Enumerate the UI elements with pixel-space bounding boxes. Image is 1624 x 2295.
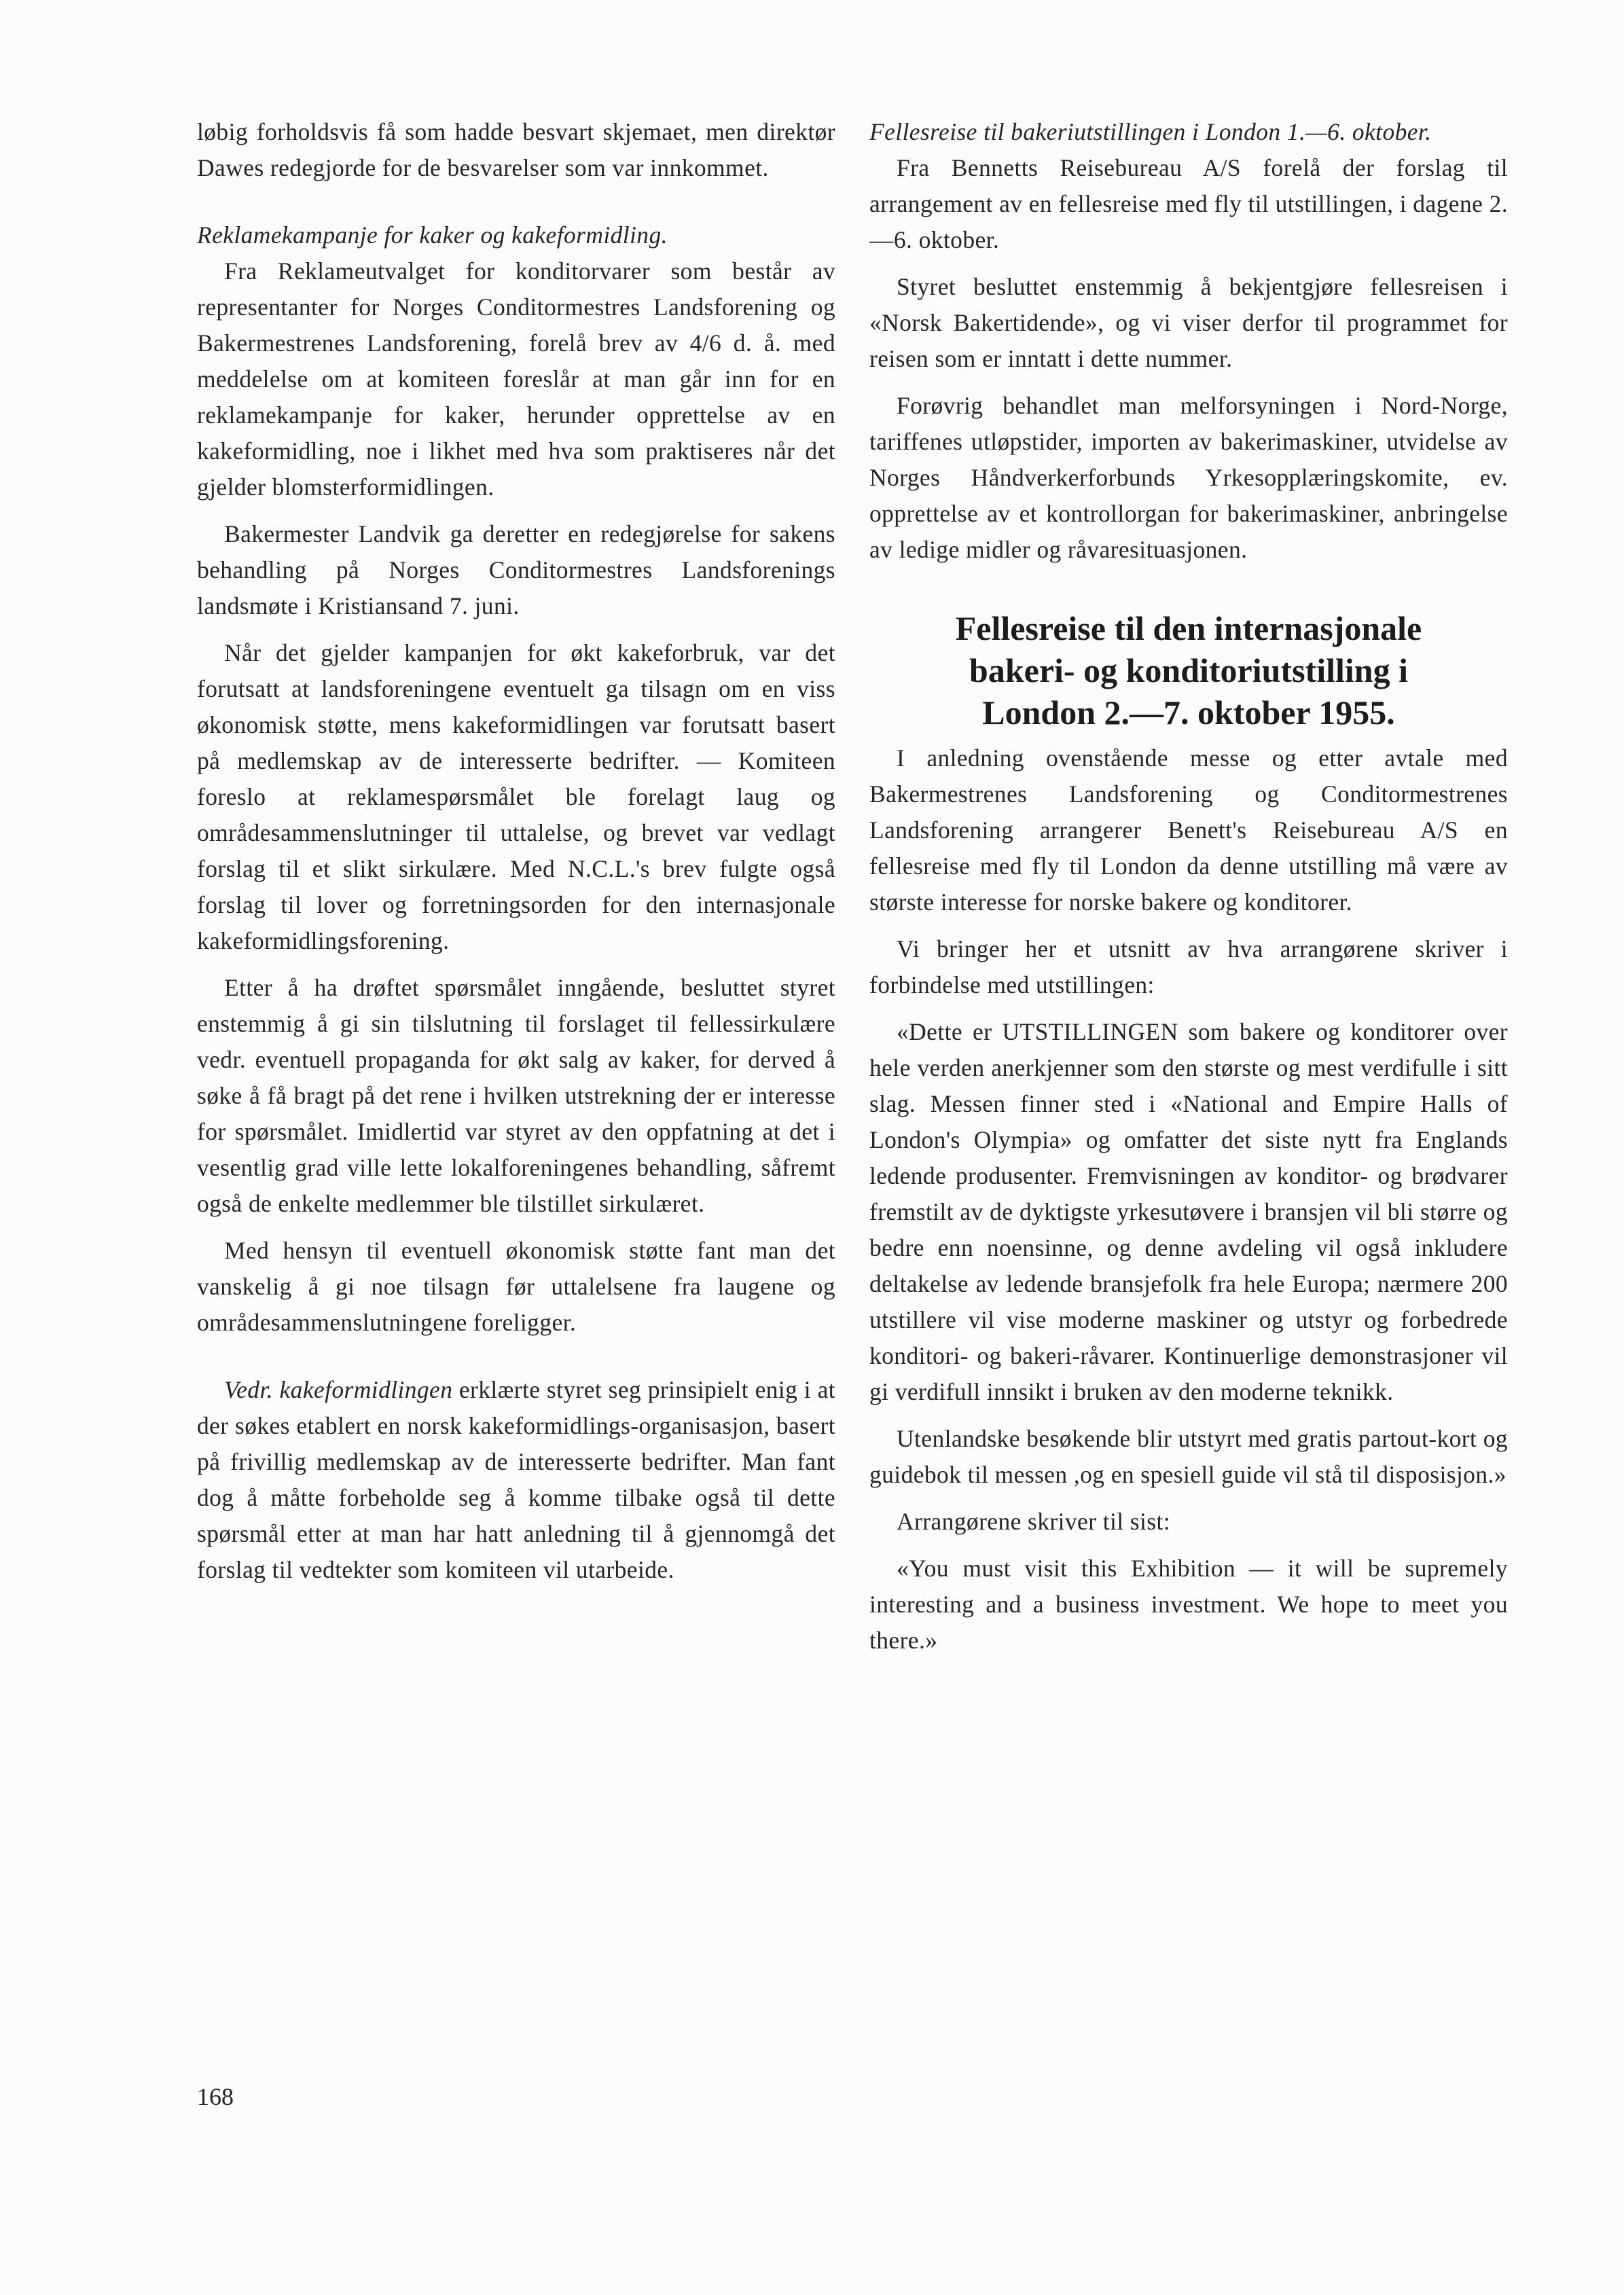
quote-paragraph: «You must visit this Exhibition — it will be supremely interesting and a business investment. We hope to meet you there.» [869,1555,1508,1654]
paragraph: løbig forholdsvis få som hadde besvart skjemaet, men direktør Dawes redegjorde for de besvarelser som var innkommet. [197,118,835,181]
paragraph: Fra Bennetts Reisebureau A/S forelå der forslag til arrangement av en fellesreise med fly til utstillingen, i dagene 2.—6. oktober. [869,154,1508,253]
paragraph: Vi bringer her et utsnitt av hva arrangørene skriver i forbindelse med utstillingen: [869,935,1508,998]
article-headline [869,607,1508,734]
paragraph-text: erklærte styret seg prinsipielt enig i at der søkes etablert en norsk kakeformidlings-organisasjon, basert på frivillig medlemskap av de interesserte bedrifter. Man fant dog å måtte forbeholde seg å komme tilbake også til dette spørsmål etter at man har hatt anledning til å gjennomgå det forslag til vedtekter som komiteen vil utarbeide. [197,1376,835,1583]
paragraph: Styret besluttet enstemmig å bekjentgjøre fellesreisen i «Norsk Bakertidende», og vi viser derfor til programmet for reisen som er inntatt i dette nummer. [869,273,1508,372]
left-column [197,114,835,1599]
paragraph: Når det gjelder kampanjen for økt kakeforbruk, var det forutsatt at landsforeningene eventuelt ga tilsagn om en viss økonomisk støtte, mens kakeformidlingen var forutsatt basert på medlemskap av de interesserte bedrifter. — Komiteen foreslo at reklamespørsmålet ble forelagt laug og områdesammenslutninger til uttalelse, og brevet var vedlagt forslag til et slikt sirkulære. Med N.C.L.'s brev fulgte også forslag til lover og forretningsorden for den internasjonale kakeformidlingsforening. [197,639,835,954]
paragraph: Fra Reklameutvalget for konditorvarer som består av representanter for Norges Conditormestres Landsforening og Bakermestrenes Landsforening, forelå brev av 4/6 d. å. med meddelelse om at komiteen foreslår at man går inn for en reklamekampanje for kaker, herunder opprettelse av en kakeformidling, noe i likhet med hva som praktiseres når det gjelder blomsterformidlingen. [197,257,835,501]
paragraph: Bakermester Landvik ga deretter en redegjørelse for sakens behandling på Norges Conditormestres Landsforenings landsmøte i Kristiansand 7. juni. [197,520,835,619]
section-heading-fellesreise: Fellesreise til bakeriutstillingen i London 1.—6. oktober. [869,118,1432,145]
paragraph: Utenlandske besøkende blir utstyrt med gratis partout-kort og guidebok til messen ,og en spesiell guide vil stå til disposisjon.» [869,1425,1508,1488]
paragraph [197,1372,835,1588]
page-number: 168 [197,2083,234,2110]
inline-heading-kakeformidlingen: Vedr. kakeformidlingen [224,1376,453,1403]
right-column [869,114,1508,1669]
headline-line: Fellesreise til den internasjonale [955,609,1422,647]
headline-line: bakeri- og konditoriutstilling i [969,651,1408,689]
headline-line: London 2.—7. oktober 1955. [982,693,1395,731]
paragraph: Med hensyn til eventuell økonomisk støtte fant man det vanskelig å gi noe tilsagn før uttalelsene fra laugene og områdesammenslutningene foreligger. [197,1237,835,1336]
paragraph: Forøvrig behandlet man melforsyningen i Nord-Norge, tariffenes utløpstider, importen av bakerimaskiner, utvidelse av Norges Håndverkerforbunds Yrkesopplæringskomite, ev. opprettelse av et kontrollorgan for bakerimaskiner, anbringelse av ledige midler og råvaresituasjonen. [869,392,1508,563]
section-heading-reklamekampanje: Reklamekampanje for kaker og kakeformidling. [197,221,668,249]
paragraph: Etter å ha drøftet spørsmålet inngående, besluttet styret enstemmig å gi sin tilslutning til forslaget til fellessirkulære vedr. eventuell propaganda for økt salg av kaker, for derved å søke å få bragt på det rene i hvilken utstrekning der er interesse for spørsmålet. Imidlertid var styret av den oppfatning at det i vesentlig grad ville lette lokalforeningenes behandling, såfremt også de enkelte medlemmer ble tilstillet sirkulæret. [197,974,835,1217]
paragraph: Arrangørene skriver til sist: [897,1508,1170,1535]
quote-paragraph: «Dette er UTSTILLINGEN som bakere og konditorer over hele verden anerkjenner som den største og mest verdifulle i sitt slag. Messen finner sted i «National and Empire Halls of London's Olympia» og omfatter det siste nytt fra Englands ledende produsenter. Fremvisningen av konditor- og brødvarer fremstilt av de dyktigste yrkesutøvere i bransjen vil bli større og bedre enn noensinne, og denne avdeling vil også inkludere deltakelse av ledende bransjefolk fra hele Europa; nærmere 200 utstillere vil vise moderne maskiner og utstyr og forbedrede konditori- og bakeri-råvarer. Kontinuerlige demonstrasjoner vil gi verdifull innsikt i bruken av den moderne teknikk. [869,1018,1508,1405]
paragraph: I anledning ovenstående messe og etter avtale med Bakermestrenes Landsforening og Conditormestrenes Landsforening arrangerer Benett's Reisebureau A/S en fellesreise med fly til London da denne utstilling må være av største interesse for norske bakere og konditorer. [869,744,1508,916]
